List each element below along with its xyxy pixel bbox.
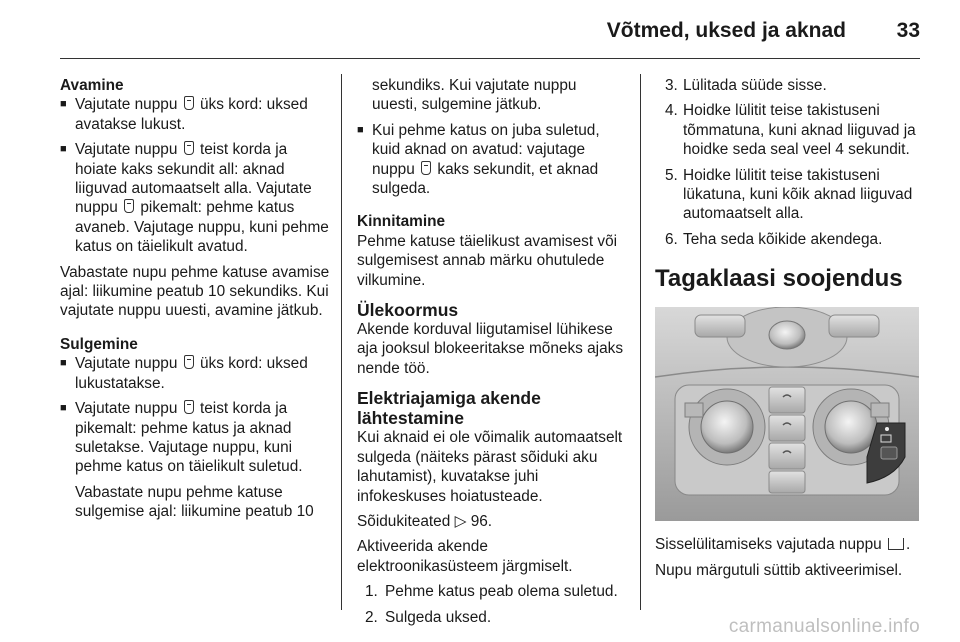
heading-lahtestamine: Elektriajamiga akende lähtestamine: [357, 388, 541, 429]
list-item: 5. Hoidke lülitit teise takistuseni lükatuna, kuni kõik aknad liiguvad automaatselt alla.: [665, 166, 913, 223]
cross-reference: Sõidukiteated ▷ 96.: [357, 512, 493, 530]
page-number: 33: [896, 19, 920, 42]
heading-ulekoormus: Ülekoormus: [357, 300, 459, 321]
rear-heat-icon: [888, 538, 904, 550]
lock-key-icon: [421, 161, 431, 175]
climate-control-panel-photo: [655, 307, 919, 521]
column-divider-2: [640, 74, 641, 610]
lock-key-icon: [184, 355, 194, 369]
arrow-ref-icon: ▷: [454, 512, 467, 530]
paragraph: sekundiks. Kui vajutate nuppu uuesti, sulgemine jätkub.: [372, 77, 577, 114]
heading-avamine: Avamine: [60, 77, 124, 94]
paragraph: Pehme katuse täielikust avamisest või sulgemisest annab märku ohutulede vilkumine.: [357, 232, 618, 289]
list-item: 3. Lülitada süüde sisse.: [665, 77, 827, 94]
list-item: 4. Hoidke lülitit teise takistuseni tõmmatuna, kuni aknad liiguvad ja hoidke seda seal veel 4 sekundit.: [665, 102, 916, 159]
column-3: [655, 76, 925, 586]
list-item: ■ Kui pehme katus on juba suletud, kuid aknad on avatud: vajutage nuppu kaks sekundit, et aknad sulgeda.: [357, 121, 625, 199]
paragraph: Aktiveerida akende elektroonikasüsteem järgmiselt.: [357, 538, 573, 575]
list-item: 2. Sulgeda uksed.: [365, 608, 492, 626]
list-item: ■ Vajutate nuppu teist korda ja hoiate kaks sekundit all: aknad liiguvad automaatselt alla. Vajutate nuppu pikemalt: pehme katus avaneb. Vajutage nuppu, kuni pehme katus on täielikult avatud.: [60, 140, 330, 256]
list-item: ■ Vajutate nuppu teist korda ja pikemalt: pehme katus ja aknad suletakse. Vajutage nuppu, kuni pehme katus on täielikult suletud.: [60, 399, 330, 477]
paragraph: Nupu märgutuli süttib aktiveerimisel.: [655, 561, 903, 579]
lock-key-icon: [184, 400, 194, 414]
column-2: [357, 76, 625, 633]
list-item: ■ Vajutate nuppu üks kord: uksed avatakse lukust.: [60, 95, 330, 134]
column-1: [60, 76, 330, 528]
list-item: ■ Vajutate nuppu üks kord: uksed lukustatakse.: [60, 354, 330, 393]
list-item: 6. Teha seda kõikide akendega.: [665, 230, 883, 248]
watermark: carmanualsonline.info: [728, 616, 920, 637]
heading-sulgemine: Sulgemine: [60, 335, 138, 353]
unlock-key-icon: [184, 96, 194, 110]
paragraph: Vabastate nupu pehme katuse avamise ajal: liikumine peatub 10 sekundiks. Kui vajutate nuppu uuesti, avamine jätkub.: [60, 263, 330, 320]
heading-kinnitamine: Kinnitamine: [357, 213, 446, 231]
unlock-key-icon: [124, 199, 134, 213]
column-divider-1: [341, 74, 342, 610]
paragraph: Sisselülitamiseks vajutada nuppu .: [655, 536, 911, 554]
unlock-key-icon: [184, 141, 194, 155]
paragraph: Akende korduval liigutamisel lühikese aja jooksul blokeeritakse mõneks ajaks nende töö.: [357, 321, 624, 377]
page-title: Võtmed, uksed ja aknad: [606, 19, 846, 42]
page-header: [60, 0, 920, 59]
paragraph: Kui aknaid ei ole võimalik automaatselt sulgeda (näiteks pärast sõiduki aku lahutamist), kuvatakse juhi infokeskuses hoiatusteade.: [357, 429, 623, 505]
heading-tagaklaasi-soojendus: Tagaklaasi soojendus: [655, 265, 903, 293]
list-item: 1. Pehme katus peab olema suletud.: [365, 583, 618, 601]
paragraph: Vabastate nupu pehme katuse sulgemise ajal: liikumine peatub 10: [75, 483, 314, 521]
